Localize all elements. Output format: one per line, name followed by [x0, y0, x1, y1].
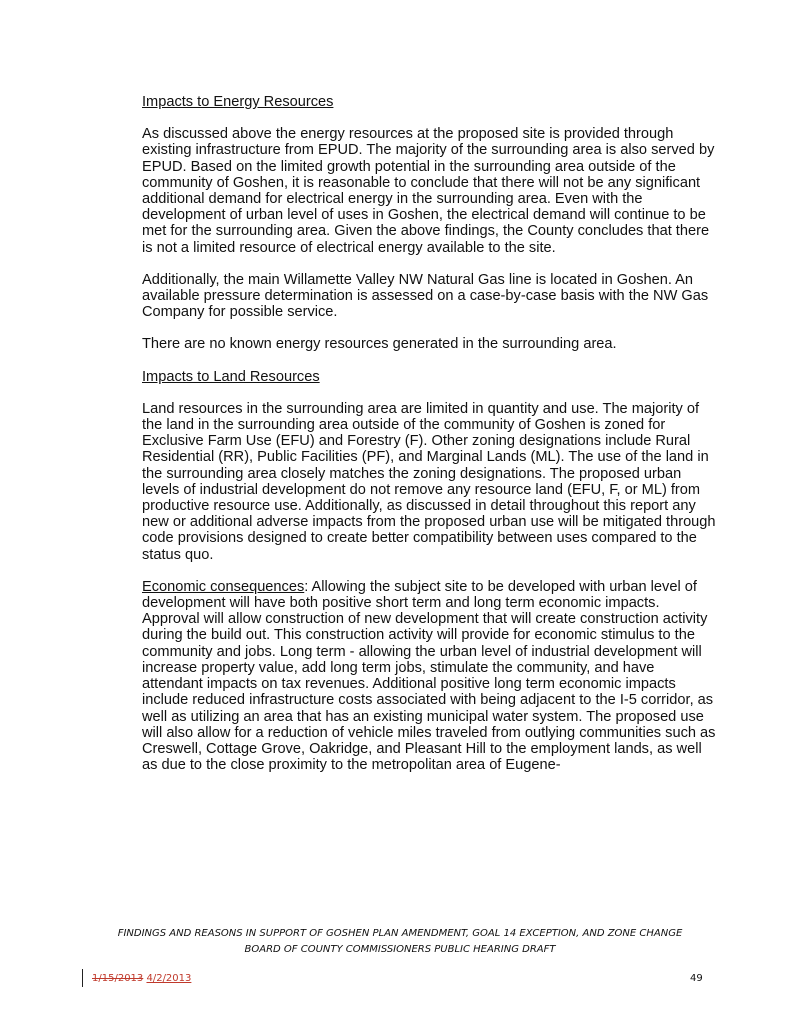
footer-title-line-2: BOARD OF COUNTY COMMISSIONERS PUBLIC HEARING DRAFT	[244, 944, 556, 955]
page-number: 49	[690, 973, 703, 984]
economic-text: Allowing the subject site to be developed with urban level of development will have both positive short term and long term economic impacts. Approval will allow construction of new development that will create construction activity during the build out. This construction activity will provide for economic stimulus to the community and jobs. Long term - allowing the urban level of industrial development will increase property value, add long term jobs, stimulate the community, and have attendant impacts on tax revenues. Additional positive long term economic impacts include reduced infrastructure costs associated with being adjacent to the I-5 corridor, as well as utilizing an area that has an existing municipal water system. The proposed use will also allow for a reduction of vehicle miles traveled from outlying communities such as Creswell, Cottage Grove, Oakridge, and Pleasant Hill to the employment lands, as well as due to the close proximity to the metropolitan area of Eugene-	[142, 578, 716, 774]
economic-lead: Economic consequences	[142, 578, 305, 595]
footer-title-line-1: FINDINGS AND REASONS IN SUPPORT OF GOSHEN PLAN AMENDMENT, GOAL 14 EXCEPTION, AND ZONE CHANGE	[117, 928, 683, 939]
energy-heading: Impacts to Energy Resources	[142, 94, 334, 110]
footer-date-old: 1/15/2013	[92, 973, 144, 984]
land-paragraph-1: Land resources in the surrounding area are limited in quantity and use. The majority of the land in the surrounding area outside of the community of Goshen is zoned for Exclusive Farm Use (EFU) and Forestry (F). Other zoning designations include Rural Residential (RR), Public Facilities (PF), and Marginal Lands (ML). The use of the land in the surrounding area closely matches the zoning designations. The proposed urban levels of industrial development do not remove any resource land (EFU, F, or ML) from productive resource use. Additionally, as discussed in detail throughout this report any new or additional adverse impacts from the proposed urban use will be mitigated through code provisions designed to create better compatibility between uses compared to the status quo.	[142, 400, 716, 563]
footer-title	[0, 926, 800, 958]
energy-paragraph-3: There are no known energy resources generated in the surrounding area.	[142, 336, 617, 353]
economic-paragraph	[142, 579, 717, 773]
footer-date	[92, 972, 191, 986]
energy-paragraph-1: As discussed above the energy resources at the proposed site is provided through existing infrastructure from EPUD. The majority of the surrounding area is also served by EPUD. Based on the limited growth potential in the surrounding area outside of the community of Goshen, it is reasonable to conclude that there will not be any significant additional demand for electrical energy in the surrounding area. Even with the development of urban level of uses in Goshen, the electrical demand will continue to be met for the surrounding area. Given the above findings, the County concludes that there is not a limited resource of electrical energy available to the site.	[142, 126, 715, 256]
energy-paragraph-2: Additionally, the main Willamette Valley NW Natural Gas line is located in Goshen. An available pressure determination is assessed on a case-by-case basis with the NW Gas Company for possible service.	[142, 271, 709, 321]
footer-date-new: 4/2/2013	[146, 973, 192, 984]
economic-lead-suffix: :	[304, 578, 309, 595]
land-heading: Impacts to Land Resources	[142, 368, 320, 385]
revision-bar	[82, 969, 83, 987]
body-text	[142, 94, 717, 789]
